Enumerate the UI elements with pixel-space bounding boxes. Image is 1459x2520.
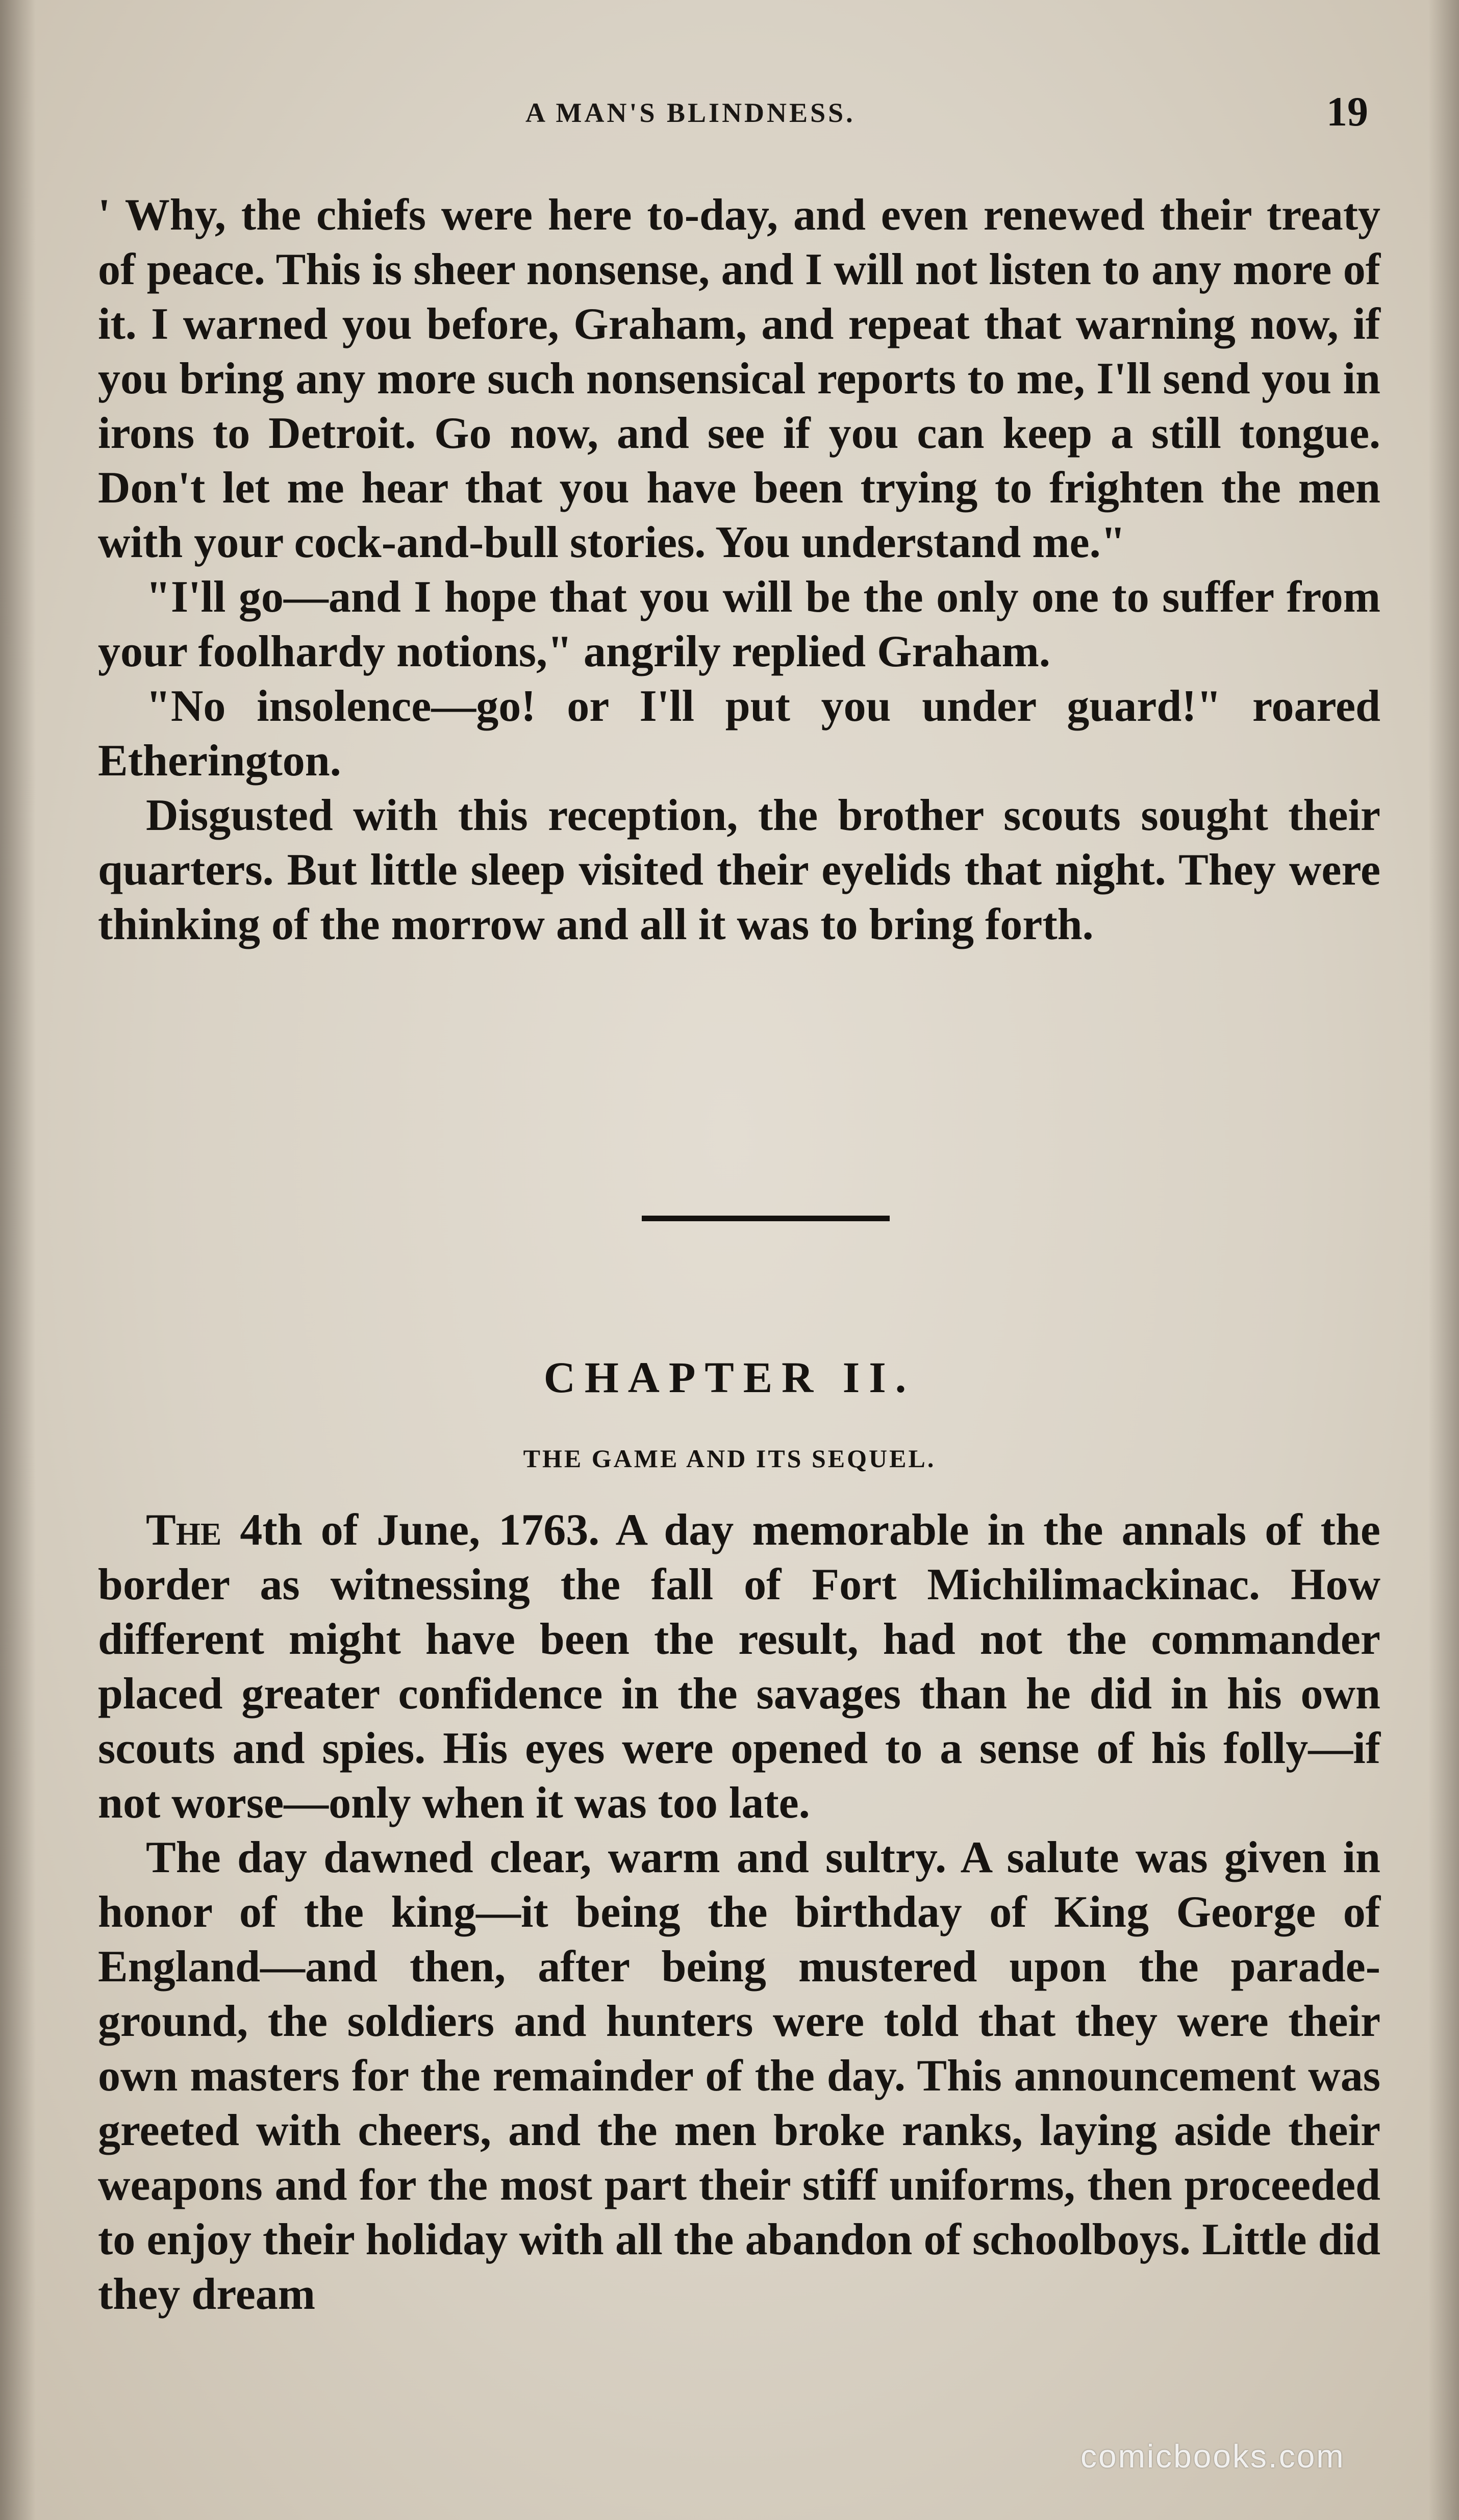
page-edge-shadow-left bbox=[0, 0, 36, 2520]
chapter-title: CHAPTER II. bbox=[543, 1353, 916, 1402]
paragraph: "I'll go—and I hope that you will be the only one to suffer from your foolhardy notions," angrily replied Graham. bbox=[98, 572, 1380, 676]
running-head bbox=[0, 88, 1459, 138]
running-title: A MAN'S BLINDNESS. bbox=[525, 97, 856, 128]
lead-word: The bbox=[146, 1505, 222, 1555]
bottom-text-block bbox=[98, 1503, 1380, 2322]
watermark: comicbooks.com bbox=[1080, 2438, 1345, 2475]
paragraph: The day dawned clear, warm and sultry. A salute was given in honor of the king—it being the birthday of King George of England—and then, after being mustered upon the parade-ground, the soldiers and hunters were told that they were their own masters for the remainder of the day. This announcement was greeted with cheers, and the men broke ranks, laying aside their weapons and for the most part their stiff uniforms, then proceeded to enjoy their holiday with all the abandon of schoolboys. Little did they dream bbox=[98, 1833, 1380, 2319]
paragraph bbox=[98, 1503, 1380, 1830]
section-divider-rule bbox=[642, 1216, 890, 1221]
top-text-block bbox=[98, 188, 1380, 952]
paragraph: Disgusted with this reception, the brother scouts sought their quarters. But little sleep visited their eyelids that night. They were thinking of the morrow and all it was to bring forth. bbox=[98, 791, 1380, 949]
paragraph: "No insolence—go! or I'll put you under guard!" roared Etherington. bbox=[98, 682, 1380, 786]
page-number: 19 bbox=[1326, 88, 1368, 135]
paragraph-text: 4th of June, 1763. A day memorable in the annals of the border as witnessing the fall of Fort Michilimackinac. How different might have been the result, had not the commander placed greater confidence in the savages than he did in his own scouts and spies. His eyes were opened to a sense of his folly—if not worse—only when it was too late. bbox=[98, 1505, 1380, 1828]
paragraph: ' Why, the chiefs were here to-day, and even renewed their treaty of peace. This is sheer nonsense, and I will not listen to any more of it. I warned you before, Graham, and repeat that warning now, if you bring any more such nonsensical reports to me, I'll send you in irons to Detroit. Go now, and see if you can keep a still tongue. Don't let me hear that you have been trying to frighten the men with your cock-and-bull stories. You understand me." bbox=[98, 190, 1380, 567]
page-edge-shadow-right bbox=[1428, 0, 1459, 2520]
chapter-subtitle: THE GAME AND ITS SEQUEL. bbox=[523, 1444, 936, 1473]
